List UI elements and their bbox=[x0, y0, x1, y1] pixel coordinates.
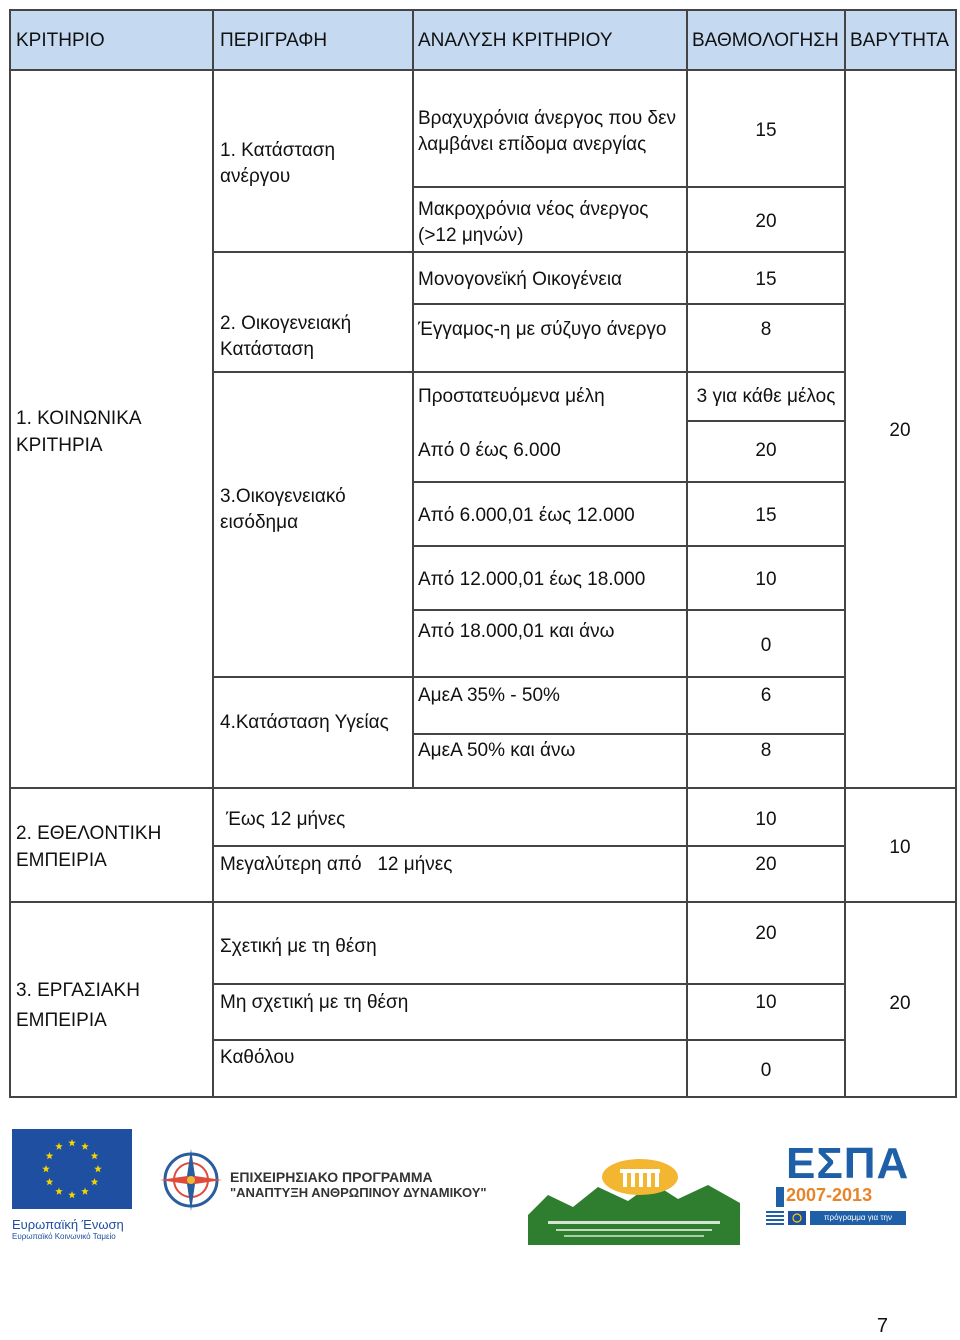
eu-flag-logo bbox=[12, 1129, 132, 1241]
analysis-row: Βραχυχρόνια άνεργος που δεν λαμβάνει επίδομα ανεργίας bbox=[418, 108, 677, 155]
analysis-row: Καθόλου bbox=[220, 1047, 295, 1068]
score-cell: 20 bbox=[755, 211, 777, 232]
criterion-social: 1. ΚΟΙΝΩΝΙΚΑ ΚΡΙΤΗΡΙΑ bbox=[16, 408, 141, 456]
weight-work: 20 bbox=[889, 993, 911, 1014]
analysis-row: Μονογονεϊκή Οικογένεια bbox=[418, 269, 623, 290]
score-cell: 3 για κάθε μέλος bbox=[696, 386, 836, 407]
score-cell: 20 bbox=[755, 440, 777, 461]
score-cell: 10 bbox=[755, 992, 777, 1013]
analysis-row: Από 12.000,01 έως 18.000 bbox=[418, 569, 646, 590]
espa-years: 2007-2013 bbox=[786, 1185, 873, 1205]
criterion-volunteer: 2. ΕΘΕΛΟΝΤΙΚΗ ΕΜΠΕΙΡΙΑ bbox=[16, 823, 162, 871]
espa-tagline: πρόγραμμα για την ανάπτυξη bbox=[810, 1211, 906, 1225]
compass-emblem-icon bbox=[156, 1145, 226, 1215]
analysis-row: Προστατευόμενα μέλη bbox=[418, 386, 605, 407]
analysis-row: Σχετική με τη θέση bbox=[220, 936, 377, 957]
analysis-row: Έγγαμος-η με σύζυγο άνεργο bbox=[418, 319, 667, 340]
header-weight: ΒΑΡΥΤΗΤΑ bbox=[850, 30, 949, 51]
program-logo bbox=[156, 1145, 516, 1215]
description-unemployment: 1. Κατάσταση ανέργου bbox=[220, 140, 336, 187]
criterion-work: 3. ΕΡΓΑΣΙΑΚΗ ΕΜΠΕΙΡΙΑ bbox=[16, 980, 140, 1031]
espa-logo bbox=[776, 1139, 926, 1236]
espa-bar-icon bbox=[776, 1187, 784, 1207]
header-description: ΠΕΡΙΓΡΑΦΗ bbox=[220, 30, 328, 51]
analysis-row: ΑμεΑ 35% - 50% bbox=[418, 685, 560, 706]
score-cell: 15 bbox=[755, 505, 777, 526]
page-number: 7 bbox=[876, 1315, 888, 1337]
analysis-row: Έως 12 μήνες bbox=[226, 809, 346, 830]
score-cell: 8 bbox=[760, 319, 772, 340]
program-title-line1: ΕΠΙΧΕΙΡΗΣΙΑΚΟ ΠΡΟΓΡΑΜΜΑ bbox=[230, 1169, 433, 1185]
eu-caption: Ευρωπαϊκή Ένωση bbox=[12, 1217, 124, 1232]
analysis-row: Από 0 έως 6.000 bbox=[418, 440, 561, 461]
analysis-row: Μεγαλύτερη από 12 μήνες bbox=[220, 854, 453, 875]
footer-logos bbox=[10, 1125, 950, 1265]
program-title-line2: "ΑΝΑΠΤΥΞΗ ΑΝΘΡΩΠΙΝΟΥ ΔΥΝΑΜΙΚΟΥ" bbox=[230, 1185, 487, 1200]
score-cell: 8 bbox=[760, 740, 772, 761]
score-cell: 10 bbox=[755, 569, 777, 590]
header-criterion: ΚΡΙΤΗΡΙΟ bbox=[16, 30, 105, 51]
score-cell: 10 bbox=[755, 809, 777, 830]
espa-title: ΕΣΠΑ bbox=[786, 1139, 910, 1188]
description-family-status: 2. Οικογενειακή Κατάσταση bbox=[220, 313, 352, 360]
header-scoring: ΒΑΘΜΟΛΟΓΗΣΗ bbox=[692, 30, 839, 51]
eu-subcaption: Ευρωπαϊκό Κοινωνικό Ταμείο bbox=[12, 1232, 116, 1241]
score-cell: 20 bbox=[755, 854, 777, 875]
score-cell: 0 bbox=[760, 1060, 772, 1081]
description-family-income: 3.Οικογενειακό εισόδημα bbox=[220, 486, 346, 533]
header-analysis: ΑΝΑΛΥΣΗ ΚΡΙΤΗΡΙΟΥ bbox=[418, 30, 613, 51]
score-cell: 6 bbox=[760, 685, 772, 706]
score-cell: 20 bbox=[755, 923, 777, 944]
score-cell: 15 bbox=[755, 120, 777, 141]
description-health: 4.Κατάσταση Υγείας bbox=[220, 712, 389, 733]
greek-flag-icon bbox=[766, 1211, 806, 1225]
weight-volunteer: 10 bbox=[889, 837, 911, 858]
ministry-logo bbox=[528, 1155, 740, 1245]
weight-social: 20 bbox=[889, 420, 911, 441]
score-cell: 0 bbox=[760, 635, 772, 656]
analysis-row: ΑμεΑ 50% και άνω bbox=[418, 740, 576, 761]
analysis-row: Μακροχρόνια νέος άνεργος (>12 μηνών) bbox=[418, 199, 649, 246]
analysis-row: Από 18.000,01 και άνω bbox=[418, 621, 615, 642]
analysis-row: Από 6.000,01 έως 12.000 bbox=[418, 505, 635, 526]
score-cell: 15 bbox=[755, 269, 777, 290]
analysis-row: Μη σχετική με τη θέση bbox=[220, 992, 409, 1013]
